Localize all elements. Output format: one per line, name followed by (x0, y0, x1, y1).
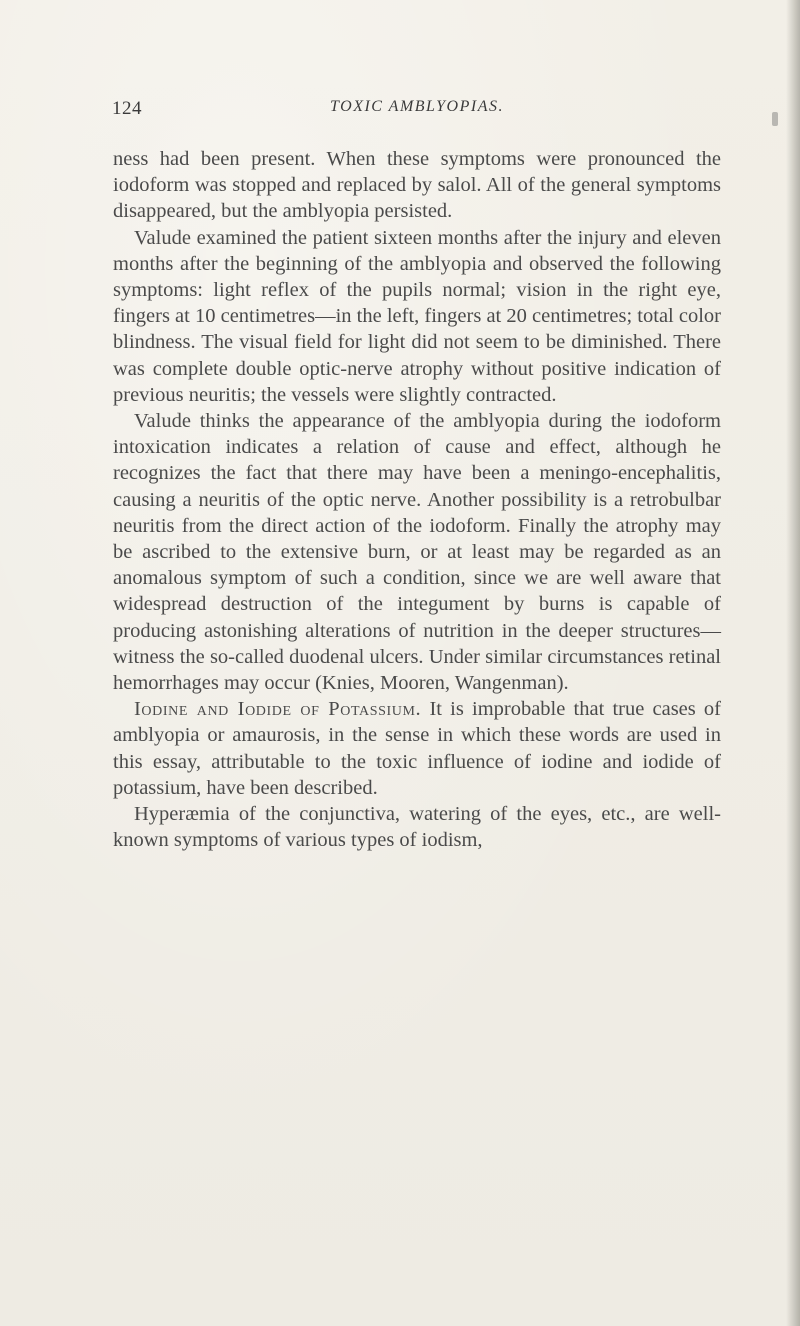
paragraph-text: It is improbable that true cases of amblyopia or amaurosis, in the sense in which these words are used in this essay, attributable to the toxic influence of iodine and iodide of potassium, have been described. (113, 698, 722, 799)
paragraph (113, 696, 721, 801)
running-title: TOXIC AMBLYOPIAS. (330, 98, 504, 115)
body-text (113, 146, 721, 853)
paragraph: ness had been present. When these symptoms were pronounced the iodoform was stopped and replaced by salol. All of the general symptoms disappeared, but the amblyopia persisted. (113, 148, 721, 223)
page-number: 124 (112, 98, 142, 119)
scan-mark (772, 112, 778, 126)
paragraph: Hyperæmia of the conjunctiva, watering of the eyes, etc., are well-known symptoms of various types of iodism, (113, 803, 721, 852)
page-edge-shadow (786, 0, 800, 1326)
paragraph: Valude examined the patient sixteen months after the injury and eleven months after the beginning of the amblyopia and observed the following symptoms: light reflex of the pupils normal; vision in the right eye, fingers at 10 centimetres—in the left, fingers at 20 centimetres; total color blindness. The visual field for light did not seem to be diminished. There was complete double optic-nerve atrophy without positive indication of previous neuritis; the vessels were slightly contracted. (113, 226, 721, 406)
page-header (112, 96, 722, 124)
paragraph: Valude thinks the appearance of the amblyopia during the iodoform intoxication indicates a relation of cause and effect, although he recognizes the fact that there may have been a meningo-encephalitis, causing a neuritis of the optic nerve. Another possibility is a retrobulbar neuritis from the direct action of the iodoform. Finally the atrophy may be ascribed to the extensive burn, or at least may be regarded as an anomalous symptom of such a condition, since we are well aware that widespread destruction of the integument by burns is capable of producing astonishing alterations of nutrition in the deeper structures—witness the so-called duodenal ulcers. Under similar circumstances retinal hemorrhages may occur (Knies, Mooren, Wangenman). (113, 410, 721, 695)
section-heading: Iodine and Iodide of Potassium. (134, 698, 422, 721)
